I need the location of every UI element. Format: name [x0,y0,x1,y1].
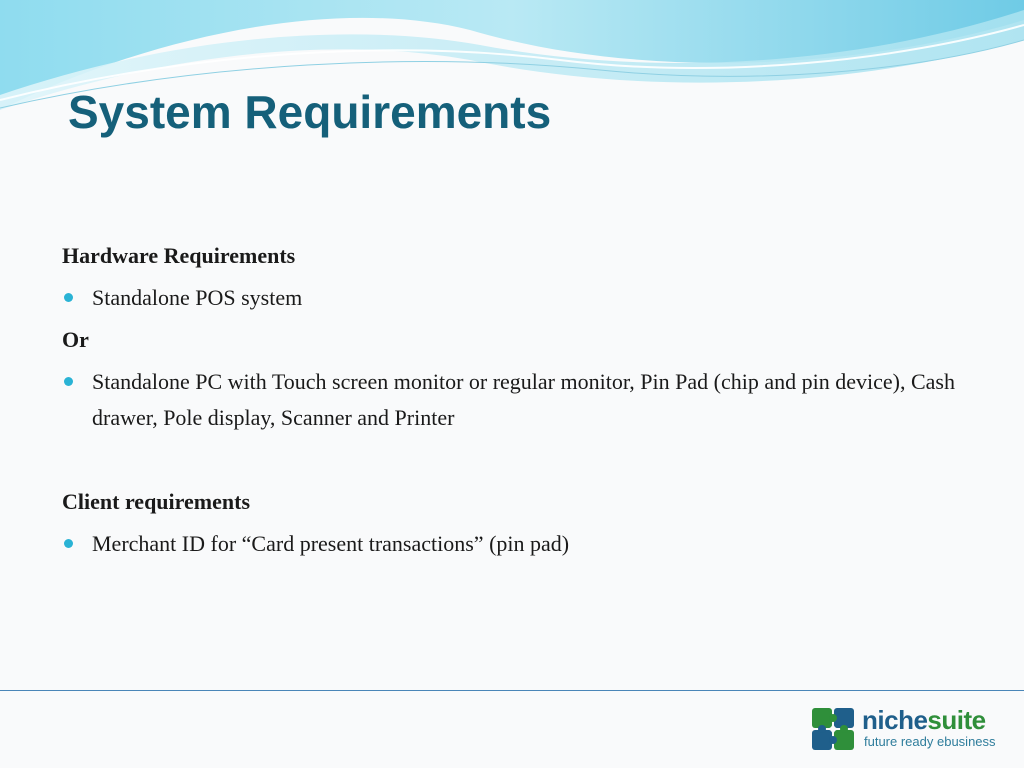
list-item [62,364,982,436]
puzzle-logo-icon [810,706,856,752]
footer-divider [0,690,1024,691]
slide-content [62,238,982,568]
hardware-item-text: Standalone PC with Touch screen monitor or regular monitor, Pin Pad (chip and pin device), Cash drawer, Pole display, Scanner and Printer [92,369,955,430]
logo-name-part2: suite [927,705,986,735]
hardware-requirements-heading: Hardware Requirements [62,243,296,268]
list-item [62,280,982,316]
client-item-text: Merchant ID for “Card present transactions” (pin pad) [92,531,570,556]
hardware-item-text: Standalone POS system [92,285,303,310]
logo-tagline: future ready ebusiness [864,734,996,749]
client-requirements-heading: Client requirements [62,489,250,514]
bullet-icon [64,539,73,548]
list-item [62,526,982,562]
slide-title: System Requirements [68,86,552,138]
nichesuite-logo [810,704,1010,756]
or-label: Or [62,327,89,352]
logo-name-part1: niche [862,705,928,735]
logo-name [862,704,986,736]
bullet-icon [64,293,73,302]
bullet-icon [64,377,73,386]
